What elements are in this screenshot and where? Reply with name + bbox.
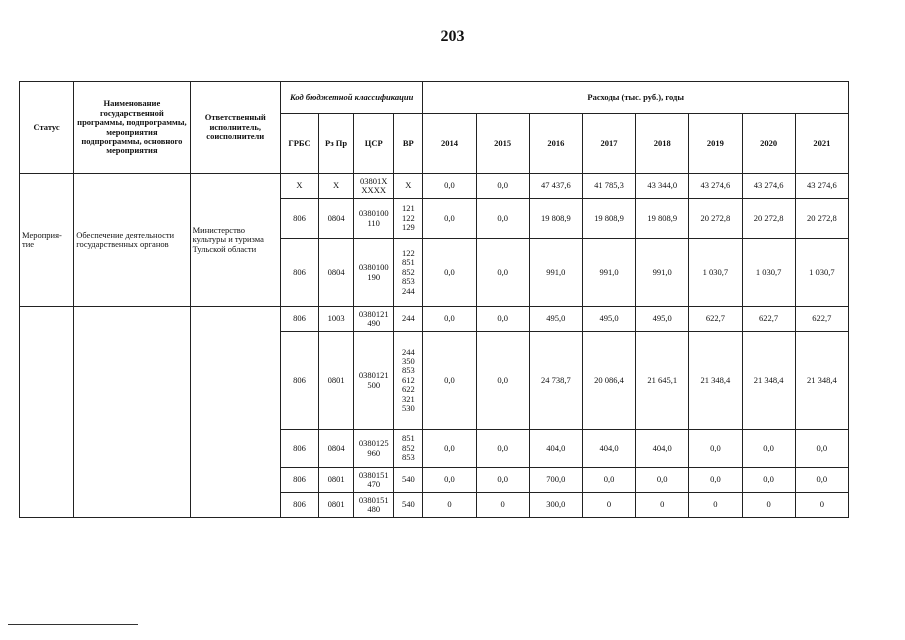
value-cell: 495,0 xyxy=(582,307,635,332)
code-line: 530 xyxy=(401,402,415,413)
code-line: XXXX xyxy=(361,185,386,195)
rzpr-cell: 0801 xyxy=(319,493,354,518)
header-year: 2016 xyxy=(529,114,582,174)
code-line: 540 xyxy=(401,474,415,485)
value-cell: 0,0 xyxy=(476,430,529,468)
grbs-cell: 806 xyxy=(280,199,318,239)
value-cell: 0,0 xyxy=(476,174,529,199)
code-line: 853 xyxy=(401,452,415,463)
vr-cell xyxy=(394,493,423,518)
value-cell: 0,0 xyxy=(476,468,529,493)
header-grbs: ГРБС xyxy=(280,114,318,174)
csr-cell xyxy=(354,174,394,199)
value-cell: 0,0 xyxy=(689,430,742,468)
code-line: 0380151 xyxy=(358,494,389,505)
header-year: 2019 xyxy=(689,114,742,174)
code-line: 500 xyxy=(367,379,381,390)
code-line: X xyxy=(405,180,412,191)
rzpr-cell: 0801 xyxy=(319,332,354,430)
value-cell: 0,0 xyxy=(423,174,476,199)
value-cell: 0,0 xyxy=(423,430,476,468)
header-status: Статус xyxy=(20,82,74,174)
code-line: 0380121 xyxy=(358,370,389,381)
code-line: 480 xyxy=(367,504,381,514)
header-year: 2021 xyxy=(795,114,848,174)
code-line: 0380100 xyxy=(358,208,389,219)
grbs-cell: 806 xyxy=(280,239,318,307)
code-line: 0380151 xyxy=(358,469,389,480)
value-cell: 43 274,6 xyxy=(742,174,795,199)
csr-cell xyxy=(354,493,394,518)
group-executor: Министерство культуры и туризма Тульской области xyxy=(190,174,280,307)
value-cell: 622,7 xyxy=(742,307,795,332)
code-line: 190 xyxy=(367,271,381,282)
value-cell: 43 274,6 xyxy=(795,174,848,199)
code-line: 622 xyxy=(401,384,415,395)
header-year: 2014 xyxy=(423,114,476,174)
value-cell: 0 xyxy=(423,493,476,518)
csr-cell xyxy=(354,307,394,332)
code-line: 110 xyxy=(367,217,380,228)
value-cell: 43 344,0 xyxy=(636,174,689,199)
value-cell: 495,0 xyxy=(529,307,582,332)
value-cell: 0,0 xyxy=(795,468,848,493)
rzpr-cell: 1003 xyxy=(319,307,354,332)
header-year: 2020 xyxy=(742,114,795,174)
code-line: 129 xyxy=(401,222,415,233)
grbs-cell: 806 xyxy=(280,430,318,468)
page-number: 203 xyxy=(440,28,465,45)
header-csr: ЦСР xyxy=(354,114,394,174)
header-executor: Ответственный исполнитель, соисполнители xyxy=(190,82,280,174)
value-cell: 0,0 xyxy=(423,332,476,430)
value-cell: 0,0 xyxy=(476,307,529,332)
value-cell: 0,0 xyxy=(742,468,795,493)
code-line: 122 xyxy=(401,212,415,223)
code-line: 851 xyxy=(401,257,415,268)
code-line: 350 xyxy=(401,356,415,367)
value-cell: 21 348,4 xyxy=(795,332,848,430)
value-cell: 0,0 xyxy=(476,199,529,239)
empty-name xyxy=(74,307,190,518)
grbs-cell: 806 xyxy=(280,493,318,518)
code-line: 0380125 xyxy=(358,438,389,449)
code-line: 470 xyxy=(367,479,381,489)
value-cell: 0,0 xyxy=(423,307,476,332)
value-cell: 1 030,7 xyxy=(689,239,742,307)
code-line: 244 xyxy=(401,313,415,324)
value-cell: 0,0 xyxy=(689,468,742,493)
value-cell: 1 030,7 xyxy=(742,239,795,307)
code-line: 851 xyxy=(401,433,415,444)
rzpr-cell: 0804 xyxy=(319,430,354,468)
header-vr: ВР xyxy=(394,114,423,174)
value-cell: 622,7 xyxy=(795,307,848,332)
code-line: 0380100 xyxy=(358,262,389,273)
code-line: 612 xyxy=(401,374,415,385)
vr-cell xyxy=(394,468,423,493)
value-cell: 43 274,6 xyxy=(689,174,742,199)
grbs-cell: X xyxy=(280,174,318,199)
code-line: 0380121 xyxy=(358,308,389,319)
value-cell: 0,0 xyxy=(582,468,635,493)
value-cell: 21 348,4 xyxy=(742,332,795,430)
footnote-divider xyxy=(8,624,138,625)
code-line: 321 xyxy=(401,393,415,404)
value-cell: 24 738,7 xyxy=(529,332,582,430)
csr-cell xyxy=(354,199,394,239)
table-row xyxy=(20,307,849,332)
value-cell: 0,0 xyxy=(742,430,795,468)
value-cell: 0 xyxy=(636,493,689,518)
rzpr-cell: X xyxy=(319,174,354,199)
grbs-cell: 806 xyxy=(280,332,318,430)
value-cell: 0 xyxy=(742,493,795,518)
value-cell: 19 808,9 xyxy=(529,199,582,239)
value-cell: 404,0 xyxy=(582,430,635,468)
csr-cell xyxy=(354,239,394,307)
grbs-cell: 806 xyxy=(280,468,318,493)
csr-cell xyxy=(354,332,394,430)
header-year: 2017 xyxy=(582,114,635,174)
header-year: 2018 xyxy=(636,114,689,174)
group-name: Обеспечение деятельности государственных органов xyxy=(74,174,190,307)
vr-cell xyxy=(394,239,423,307)
code-line: 852 xyxy=(401,266,415,277)
header-year: 2015 xyxy=(476,114,529,174)
value-cell: 0,0 xyxy=(636,468,689,493)
code-line: 03801X xyxy=(360,175,388,186)
value-cell: 991,0 xyxy=(529,239,582,307)
rzpr-cell: 0801 xyxy=(319,468,354,493)
rzpr-cell: 0804 xyxy=(319,199,354,239)
value-cell: 0 xyxy=(476,493,529,518)
value-cell: 300,0 xyxy=(529,493,582,518)
value-cell: 20 272,8 xyxy=(795,199,848,239)
code-line: 121 xyxy=(401,203,415,214)
value-cell: 47 437,6 xyxy=(529,174,582,199)
empty-status xyxy=(20,307,74,518)
vr-cell xyxy=(394,199,423,239)
value-cell: 0,0 xyxy=(423,468,476,493)
value-cell: 19 808,9 xyxy=(636,199,689,239)
value-cell: 0 xyxy=(689,493,742,518)
vr-cell xyxy=(394,332,423,430)
csr-cell xyxy=(354,468,394,493)
value-cell: 0,0 xyxy=(423,199,476,239)
value-cell: 21 645,1 xyxy=(636,332,689,430)
rzpr-cell: 0804 xyxy=(319,239,354,307)
value-cell: 0,0 xyxy=(795,430,848,468)
code-line: 853 xyxy=(401,276,415,287)
header-rzpr: Рз Пр xyxy=(319,114,354,174)
value-cell: 20 272,8 xyxy=(689,199,742,239)
value-cell: 0,0 xyxy=(423,239,476,307)
empty-executor xyxy=(190,307,280,518)
code-line: 244 xyxy=(401,285,415,296)
value-cell: 404,0 xyxy=(529,430,582,468)
grbs-cell: 806 xyxy=(280,307,318,332)
code-line: 853 xyxy=(401,365,415,376)
vr-cell xyxy=(394,430,423,468)
value-cell: 404,0 xyxy=(636,430,689,468)
value-cell: 0,0 xyxy=(476,332,529,430)
value-cell: 1 030,7 xyxy=(795,239,848,307)
value-cell: 622,7 xyxy=(689,307,742,332)
value-cell: 0 xyxy=(582,493,635,518)
value-cell: 700,0 xyxy=(529,468,582,493)
code-line: 490 xyxy=(367,318,381,328)
value-cell: 991,0 xyxy=(582,239,635,307)
vr-cell xyxy=(394,307,423,332)
table-row xyxy=(20,174,849,199)
value-cell: 0 xyxy=(795,493,848,518)
code-line: 852 xyxy=(401,442,415,453)
value-cell: 0,0 xyxy=(476,239,529,307)
value-cell: 991,0 xyxy=(636,239,689,307)
value-cell: 20 272,8 xyxy=(742,199,795,239)
code-line: 540 xyxy=(401,499,415,510)
value-cell: 20 086,4 xyxy=(582,332,635,430)
header-budget-code: Код бюджетной классификации xyxy=(280,82,422,114)
value-cell: 19 808,9 xyxy=(582,199,635,239)
vr-cell xyxy=(394,174,423,199)
budget-table xyxy=(19,81,849,518)
header-name: Наименование государственной программы, подпрограммы, мероприятия подпрограммы, основного мероприятия xyxy=(74,82,190,174)
csr-cell xyxy=(354,430,394,468)
value-cell: 495,0 xyxy=(636,307,689,332)
code-line: 244 xyxy=(401,346,415,357)
value-cell: 41 785,3 xyxy=(582,174,635,199)
code-line: 960 xyxy=(367,447,381,458)
value-cell: 21 348,4 xyxy=(689,332,742,430)
group-status: Мероприя-тие xyxy=(20,174,74,307)
header-expenses: Расходы (тыс. руб.), годы xyxy=(423,82,849,114)
code-line: 122 xyxy=(401,248,415,259)
